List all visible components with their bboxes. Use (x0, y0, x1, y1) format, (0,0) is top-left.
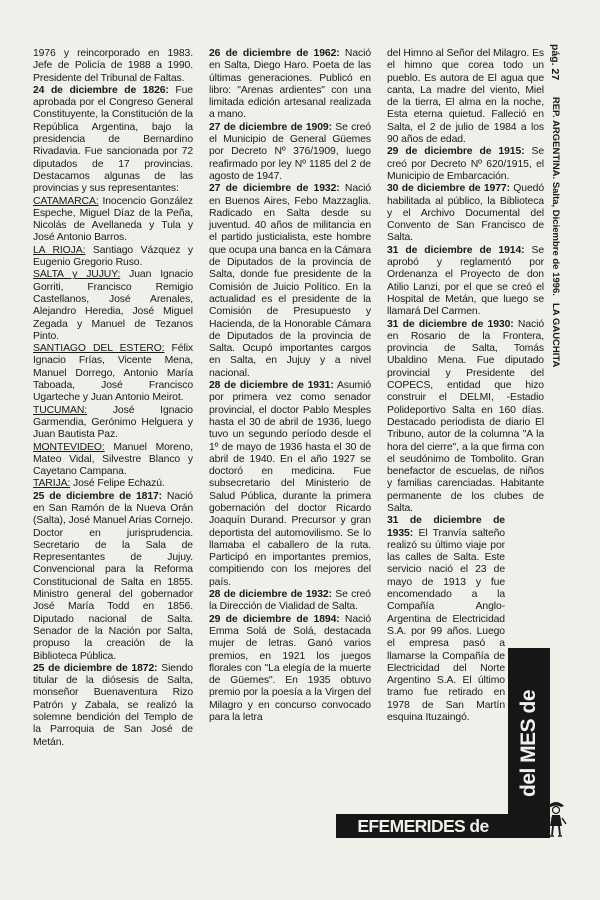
entry-date: 26 de diciembre de 1962: (209, 48, 340, 59)
entry-date: 30 de diciembre de 1977: (387, 183, 510, 195)
province-paragraph: SALTA y JUJUY: Juan Ignacio Gorriti, Francisco Remigio Castellanos, José Arenales, Alejandro Heredia, José Miguel Zegada y Manuel de Tezanos Pinto. (33, 269, 193, 342)
province-name: MONTEVIDEO: (33, 441, 105, 453)
province-paragraph: MONTEVIDEO: Manuel Moreno, Mateo Vidal, Silvestre Blanco y Cayetano Campana. (33, 441, 193, 478)
entry-paragraph: 26 de diciembre de 1962: Nació en Salta, Diego Haro. Poeta de las últimas generaciones. Publicó en libro: "Arenas ardientes" con una limitada edición artesanal realizada a mano. (209, 48, 371, 121)
publication-line: REP. ARGENTINA. Salta, Diciembre de 1996. (550, 96, 561, 296)
paragraph: 1976 y reincorporado en 1983. Jefe de Policía de 1988 a 1990. Presidente del Tribunal de Faltas. (33, 48, 193, 84)
entry-date: 31 de diciembre de 1935: (387, 515, 505, 539)
province-name: SANTIAGO DEL ESTERO: (33, 343, 165, 355)
entry-paragraph: 28 de diciembre de 1931: Asumió por primera vez como senador provincial, el doctor Pablo Mesples hasta el 30 de abril de 1936, luego tuvo un segundo período desde el 1º de mayo de 1936 hasta el 30 de abril de 1940. En el año 1927 se doctoró en medicina. Fue subsecretario del Ministerio de Salud Pública, durante la primera gobernación del doctor Ricardo Joaquín Durand. Precursor y gran deportista del automovilismo. Se lo llamaba el caballero de la ruta. Participó en importantes premios, compitiendo con los mejores del país. (209, 380, 372, 588)
province-paragraph: LA RIOJA: Santiago Vázquez y Eugenio Gregorio Ruso. (33, 244, 193, 269)
gaucho-figure-icon (544, 798, 568, 838)
entry-paragraph: 30 de diciembre de 1977: Quedó habilitada al público, la Biblioteca y el Archivo Documental del Convento de San Francisco de Salta. (387, 183, 544, 244)
month-banner-text: del MES de DICIEMBRE (517, 686, 582, 800)
section-title-banner: EFEMERIDES de SALTA (336, 814, 510, 838)
entry-paragraph: 31 de diciembre de 1914: Se aprobó y reglamentó por Ordenanza el Proyecto de don Atilio Lanzi, por el que se creó el Hospital de Metán, que luego se llamará Del Carmen. (387, 244, 544, 318)
province-name: SALTA y JUJUY: (33, 269, 121, 281)
entry-paragraph: 29 de diciembre de 1915: Se creó por Decreto Nº 620/1915, el Municipio de Embarcación. (387, 146, 544, 182)
entry-date: 28 de diciembre de 1931: (209, 380, 334, 392)
entry-paragraph: 31 de diciembre de 1935: El Tranvía salteño realizó su último viaje por las calles de Salta. Este servicio nació el 23 de mayo de 1913 y fue encomendado a la Compañía Anglo-Argentina de Electricidad S.A. por 99 años. Luego el empresa pasó a llamarse la Compañía de Electricidad del Norte Argentino S.A. El último tramo fue retirado en 1978 de San Martín esquina Ituzaingó. (387, 515, 505, 724)
text-column-2 (209, 48, 371, 724)
entry-date: 29 de diciembre de 1894: (209, 613, 340, 625)
province-paragraph: CATAMARCA: Inocencio González Espeche, Miguel Díaz de la Peña, Nicolás de Avellaneda y Tula y José Antonio Barros. (33, 195, 193, 244)
entry-date: 28 de diciembre de 1932: (209, 589, 332, 601)
magazine-name: LA GAUCHITA (550, 302, 561, 367)
entry-paragraph: 29 de diciembre de 1894: Nació Emma Solá de Solá, destacada mujer de letras. Ganó varios premios, en 1921 los juegos florales con "La elegía de la muerte de Güemes". En 1935 obtuvo premio por la poesía a la Virgen del Milagro y en concurso convocado para la letra (209, 613, 371, 724)
entry-date: 31 de diciembre de 1914: (387, 244, 525, 256)
province-name: TUCUMAN: (33, 404, 88, 416)
text-column-1 (33, 48, 193, 749)
entry-date: 27 de diciembre de 1909: (209, 121, 332, 133)
province-paragraph: SANTIAGO DEL ESTERO: Félix Ignacio Frías, Vicente Mena, Manuel Dorrego, Antonio María Taboada, José Francisco Ugarteche y Juan Antonio Meirot. (33, 343, 193, 404)
entry-paragraph: 28 de diciembre de 1932: Se creó la Dirección de Vialidad de Salta. (209, 589, 371, 613)
entry-date: 31 de diciembre de 1930: (387, 318, 514, 330)
province-name: LA RIOJA: (33, 244, 86, 256)
text-column-3 (387, 48, 544, 724)
entry-paragraph: 24 de diciembre de 1826: Fue aprobada por el Congreso General Constituyente, la Constitución de la República Argentina, bajo la presidencia de Bernardino Rivadavia. Fue sancionada por 72 diputados de 17 provincias. Destacamos algunas de las provincias y sus representantes: (33, 84, 193, 195)
entry-date: 27 de diciembre de 1932: (209, 183, 340, 195)
entry-paragraph: 25 de diciembre de 1872: Siendo titular de la diósesis de Salta, monseñor Buenaventura Rizo Patrón y Zabala, se realizó la solemne bendición del Templo de la Parroquia de San José de Metán. (33, 662, 193, 748)
province-name: TARIJA: (33, 478, 71, 490)
province-paragraph: TUCUMAN: José Ignacio Garmendia, Gerónimo Helguera y Juan Bautista Paz. (33, 404, 193, 441)
entry-paragraph: 27 de diciembre de 1932: Nació en Buenos Aires, Febo Mazzaglia. Radicado en Salta desde su juventud. 40 años de militancia en el partido justicialista, este hombre que ocupa una banca en la Cámara de Diputados de la provincia de Salta, donde fue presidente de la Comisión de Juicio Político. En la actualidad es el presidente de la Comisión de Presupuesto y Hacienda, de la Honorable Cámara de Diputados de la provincia de Salta. Ocupó importantes cargos en Salta, en Jujuy y a nivel nacional. (209, 183, 372, 379)
entry-paragraph: 27 de diciembre de 1909: Se creó el Municipio de General Güemes por Decreto Nº 376/1909, luego reafirmado por ley Nº 1185 del 2 de agosto de 1947. (209, 121, 371, 182)
entry-paragraph: 31 de diciembre de 1930: Nació en Rosario de la Frontera, provincia de Salta, Tomás Ubaldino Mena. Fue diputado provincial y Presidente del COPECS, entidad que hizo construir el DELMI, -Estadio Polideportivo Salta en 160 días. Destacado periodista de diario El Tribuno, autor de la columna "A la hora del cierre", a la que firma con el seudónimo de Tombolito. Gran benefactor de escuelas, de niños y familias carenciadas. Habitante permanente de los clubes de Salta. (387, 318, 544, 514)
entry-paragraph: 25 de diciembre de 1817: Nació en San Ramón de la Nueva Orán (Salta), José Manuel Arias Cornejo. Doctor en jurisprudencia. Secretario de la Sala de Representantes de Jujuy. Convencional para la Reforma Constitucional de Salta en 1855. Ministro general del gobernador José María Todd en 1856. Diputado nacional de Salta. Senador de la Nación por Salta, propuso la creación de la Biblioteca Pública. (33, 490, 193, 662)
entry-date: 25 de diciembre de 1872: (33, 662, 158, 674)
province-name: CATAMARCA: (33, 195, 99, 207)
entry-date: 25 de diciembre de 1817: (33, 490, 163, 502)
page-number: pág. 27 (549, 44, 561, 81)
entry-date: 29 de diciembre de 1915: (387, 146, 525, 158)
paragraph: del Himno al Señor del Milagro. Es el himno que corea todo un pueblo. Es autora de El agua que canta, La madre del viento, Miel de la tierra, El alma en la noche, Esta eterna quietud. Falleció en Salta, el 2 de julio de 1984 a los 90 años de edad. (387, 48, 544, 146)
province-paragraph: TARIJA: José Felipe Echazú. (33, 478, 165, 490)
page-header-vertical (546, 44, 564, 494)
entry-date: 24 de diciembre de 1826: (33, 84, 169, 96)
